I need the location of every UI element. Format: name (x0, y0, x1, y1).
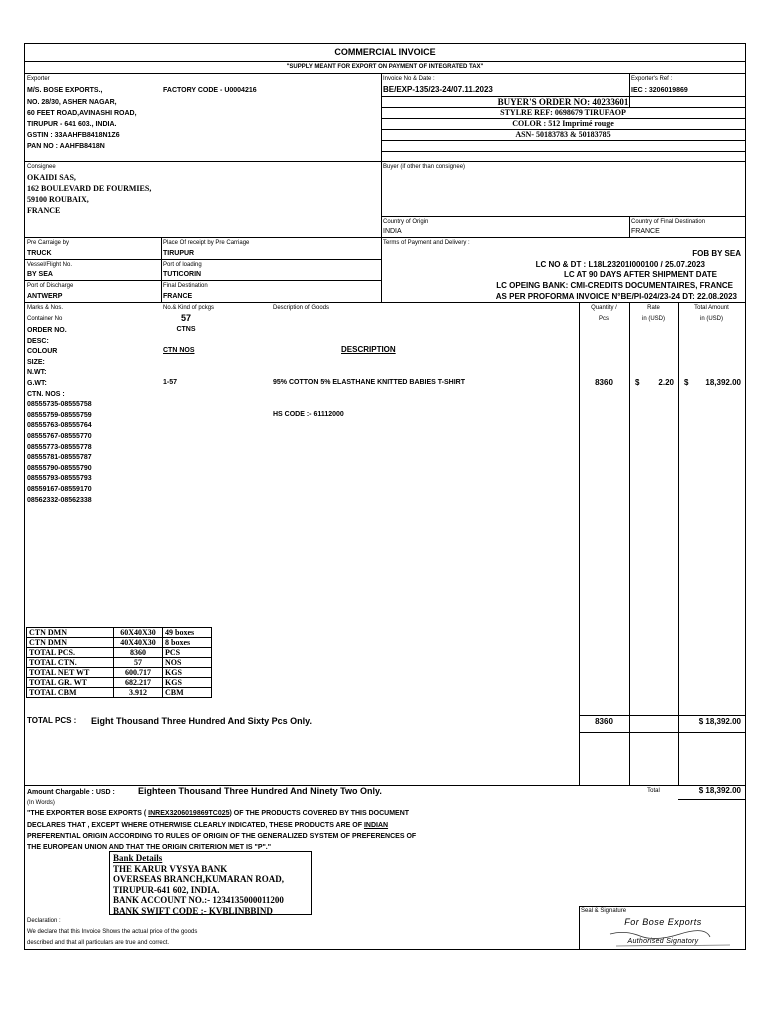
marks-item: CTN. NOS : (27, 390, 65, 398)
packages-header: No.& Kind of pckgs (163, 305, 215, 311)
table-cell: CBM (163, 688, 212, 698)
marks-item: 08555781-08555787 (27, 454, 92, 462)
item-quantity: 8360 (595, 378, 613, 387)
marks-item: G.WT: (27, 380, 47, 387)
total-pcs-label: TOTAL PCS : (27, 716, 77, 725)
table-cell: CTN DMN (27, 638, 114, 648)
amount-in-words: Eighteen Thousand Three Hundred And Ninety Two Only. (138, 786, 382, 796)
vessel-label: Vessel/Flight No. (27, 262, 73, 268)
bank-line: THE KARUR VYSYA BANK (113, 863, 228, 874)
table-cell: 8 boxes (163, 638, 212, 648)
origin-declaration-line: DECLARES THAT , EXCEPT WHERE OTHERWISE CLEARLY INDICATED, THESE PRODUCTS ARE OF INDIAN (27, 822, 389, 829)
table-cell: 57 (114, 658, 163, 668)
table-cell: TOTAL NET WT (27, 668, 114, 678)
exporter-line: TIRUPUR - 641 603., INDIA. (27, 121, 117, 128)
terms-bank: LC OPEING BANK: CMI-CREDITS DOCUMENTAIRES, FRANCE (496, 281, 733, 290)
declaration-line: described and that all particulars are true and correct. (27, 940, 170, 946)
total-amount: $ 18,392.00 (698, 717, 741, 726)
marks-item: 08555773-08555778 (27, 443, 92, 451)
table-cell: KGS (163, 678, 212, 688)
bank-account: BANK ACCOUNT NO.:- 1234135000011200 (113, 895, 284, 905)
table-row (27, 638, 212, 648)
item-amount: 18,392.00 (705, 378, 741, 387)
port-loading-label: Port of loading (163, 262, 202, 268)
item-rate: 2.20 (658, 378, 674, 387)
table-cell: TOTAL GR. WT (27, 678, 114, 688)
marks-item: 08555763-08555764 (27, 422, 92, 430)
table-cell: PCS (163, 648, 212, 658)
consignee-line: FRANCE (27, 206, 61, 215)
declaration-line: We declare that this Invoice Shows the actual price of the goods (27, 929, 198, 935)
quantity-header: Quantity / (591, 305, 617, 311)
table-row (27, 688, 212, 698)
packing-summary-table (26, 627, 212, 698)
marks-item: SIZE: (27, 358, 45, 366)
terms-line: FOB BY SEA (692, 249, 741, 258)
terms-line: LC AT 90 DAYS AFTER SHIPMENT DATE (563, 270, 717, 279)
authorised-signatory: Authorised Signatory (627, 938, 699, 945)
invoice-no: BE/EXP-135/23-24/07.11.2023 (383, 85, 493, 94)
port-discharge-value: ANTWERP (27, 293, 63, 300)
in-words-label: (In Words) (27, 800, 55, 806)
marks-item: ORDER NO. (27, 327, 67, 334)
total-quantity: 8360 (595, 717, 613, 726)
exporter-ref-label: Exporter's Ref : (631, 76, 673, 82)
port-loading-value: TUTICORIN (163, 271, 202, 278)
origin-declaration-line: PREFERENTIAL ORIGIN ACCORDING TO RULES OF ORIGIN OF THE GENERALIZED SYSTEM OF PREFERENCES OF (27, 833, 417, 840)
table-cell: 40X40X30 (114, 638, 163, 648)
exporter-pan: PAN NO : AAHFB8418N (27, 143, 105, 150)
port-discharge-label: Port of Discharge (27, 283, 74, 289)
terms-lc-no: LC NO & DT : L18L23201I000100 / 25.07.2023 (535, 260, 705, 269)
rate-header: Rate (647, 305, 660, 311)
marks-item: 08555790-08555790 (27, 464, 92, 472)
seal-label: Seal & Signature (581, 908, 627, 914)
marks-item: 08555767-08555770 (27, 433, 92, 440)
table-row (27, 678, 212, 688)
table-cell: TOTAL CTN. (27, 658, 114, 668)
bank-details (109, 851, 312, 915)
marks-item: COLOUR (27, 348, 58, 356)
buyer-order-no: BUYER'S ORDER NO: 40233601 (497, 97, 629, 107)
declaration-label: Declaration : (27, 918, 61, 924)
table-cell: 682.217 (114, 678, 163, 688)
package-unit: CTNS (176, 326, 196, 333)
place-receipt-value: TIRUPUR (163, 250, 195, 257)
table-cell: NOS (163, 658, 212, 668)
grand-total: $ 18,392.00 (698, 786, 741, 795)
stamp-company: For Bose Exports (624, 917, 702, 927)
place-receipt-label: Place Of receipt by Pre Carriage (163, 240, 250, 246)
package-count: 57 (180, 313, 191, 323)
terms-label: Terms of Payment and Delivery : (383, 240, 470, 246)
commercial-invoice (24, 43, 746, 950)
table-cell: 3.912 (114, 688, 163, 698)
buyer-label: Buyer (if other than consignee) (383, 164, 466, 170)
invoice-subtitle: "SUPPLY MEANT FOR EXPORT ON PAYMENT OF INTEGRATED TAX" (286, 64, 484, 70)
consignee-line: 59100 ROUBAIX, (27, 195, 89, 204)
rex-code: INREX3206019869TC025 (148, 810, 230, 817)
style-ref: STYLRE REF: 0698679 TIRUFAOP (500, 108, 626, 117)
exporter-line: M/S. BOSE EXPORTS., (27, 87, 103, 94)
ctn-nos-label: CTN NOS (163, 347, 195, 354)
iec-code: IEC : 3206019869 (631, 87, 688, 94)
table-cell: KGS (163, 668, 212, 678)
asn-ref: ASN- 50183783 & 50183785 (515, 130, 611, 139)
marks-item: N.WT: (27, 369, 47, 377)
bank-heading: Bank Details (113, 853, 163, 863)
description-heading: DESCRIPTION (341, 345, 396, 354)
amount-chargeable-label: Amount Chargable : USD : (27, 789, 115, 796)
bank-line: OVERSEAS BRANCH,KUMARAN ROAD, (113, 874, 285, 884)
marks-header: Marks & Nos. (27, 305, 64, 311)
quantity-unit: Pcs (598, 316, 609, 322)
table-cell: CTN DMN (27, 628, 114, 638)
bank-line: TIRUPUR-641 602, INDIA. (113, 884, 220, 895)
marks-item: DESC: (27, 337, 49, 345)
signature-stamp (580, 916, 746, 950)
container-header: Container No (27, 316, 63, 322)
table-cell: 60X40X30 (114, 628, 163, 638)
marks-item: 08562332-08562338 (27, 496, 92, 504)
table-cell: TOTAL PCS. (27, 648, 114, 658)
bank-swift: BANK SWIFT CODE :- KVBLINBBIND (113, 905, 273, 916)
table-row (27, 648, 212, 658)
pre-carriage-value: TRUCK (27, 250, 52, 257)
invoice-title: COMMERCIAL INVOICE (334, 47, 436, 57)
description-header: Description of Goods (273, 305, 330, 311)
marks-item: 08555759-08555759 (27, 411, 92, 419)
table-cell: 600.717 (114, 668, 163, 678)
terms-proforma: AS PER PROFORMA INVOICE N°BE/PI-024/23-24 DT: 22.08.2023 (495, 292, 737, 301)
colour-ref: COLOR : 512 Imprimé rouge (512, 119, 614, 128)
table-row (27, 658, 212, 668)
table-cell: 8360 (114, 648, 163, 658)
invoice-no-label: Invoice No & Date : (383, 76, 435, 82)
vessel-value: BY SEA (27, 271, 53, 278)
table-cell: TOTAL CBM (27, 688, 114, 698)
origin-declaration-line: "THE EXPORTER BOSE EXPORTS ( INREX3206019869TC025) OF THE PRODUCTS COVERED BY THIS DOCUMENT (27, 810, 410, 817)
final-destination-label: Final Destination (163, 283, 208, 289)
amount-header: Total Amount (694, 305, 729, 311)
consignee-line: 162 BOULEVARD DE FOURMIES, (27, 184, 152, 193)
goods-description: 95% COTTON 5% ELASTHANE KNITTED BABIES T-SHIRT (273, 379, 466, 386)
total-label: Total (647, 788, 660, 794)
destination-label: Country of Final Destination (631, 219, 706, 225)
ctn-range: 1-57 (163, 379, 178, 386)
table-row (27, 628, 212, 638)
hs-code: HS CODE :- 61112000 (273, 411, 344, 418)
rate-currency: $ (635, 378, 640, 387)
rate-unit: in (USD) (641, 316, 665, 322)
exporter-line: 60 FEET ROAD,AVINASHI ROAD, (27, 110, 137, 117)
exporter-gstin: GSTIN : 33AAHFB8418N1Z6 (27, 132, 120, 139)
origin-value: INDIA (383, 228, 402, 235)
total-pcs-words: Eight Thousand Three Hundred And Sixty Pcs Only. (91, 716, 313, 726)
consignee-label: Consignee (27, 164, 56, 170)
factory-code: FACTORY CODE - U0004216 (163, 87, 257, 94)
table-cell: 49 boxes (163, 628, 212, 638)
exporter-line: NO. 28/30, ASHER NAGAR, (27, 99, 117, 106)
marks-item: 08555735-08555758 (27, 401, 92, 409)
pre-carriage-label: Pre Carraige by (27, 240, 70, 246)
table-row (27, 668, 212, 678)
origin-declaration-line: THE EUROPEAN UNION AND THAT THE ORIGIN CRITERION MET IS "P"." (27, 844, 272, 851)
consignee-line: OKAIDI SAS, (27, 173, 76, 182)
exporter-label: Exporter (27, 76, 50, 82)
amount-unit: in (USD) (699, 316, 723, 322)
origin-label: Country of Origin (383, 219, 429, 225)
marks-item: 08555793-08555793 (27, 475, 92, 483)
final-destination-value: FRANCE (163, 293, 193, 300)
destination-value: FRANCE (631, 228, 660, 235)
marks-item: 08559167-08559170 (27, 486, 92, 493)
amount-currency: $ (684, 378, 689, 387)
